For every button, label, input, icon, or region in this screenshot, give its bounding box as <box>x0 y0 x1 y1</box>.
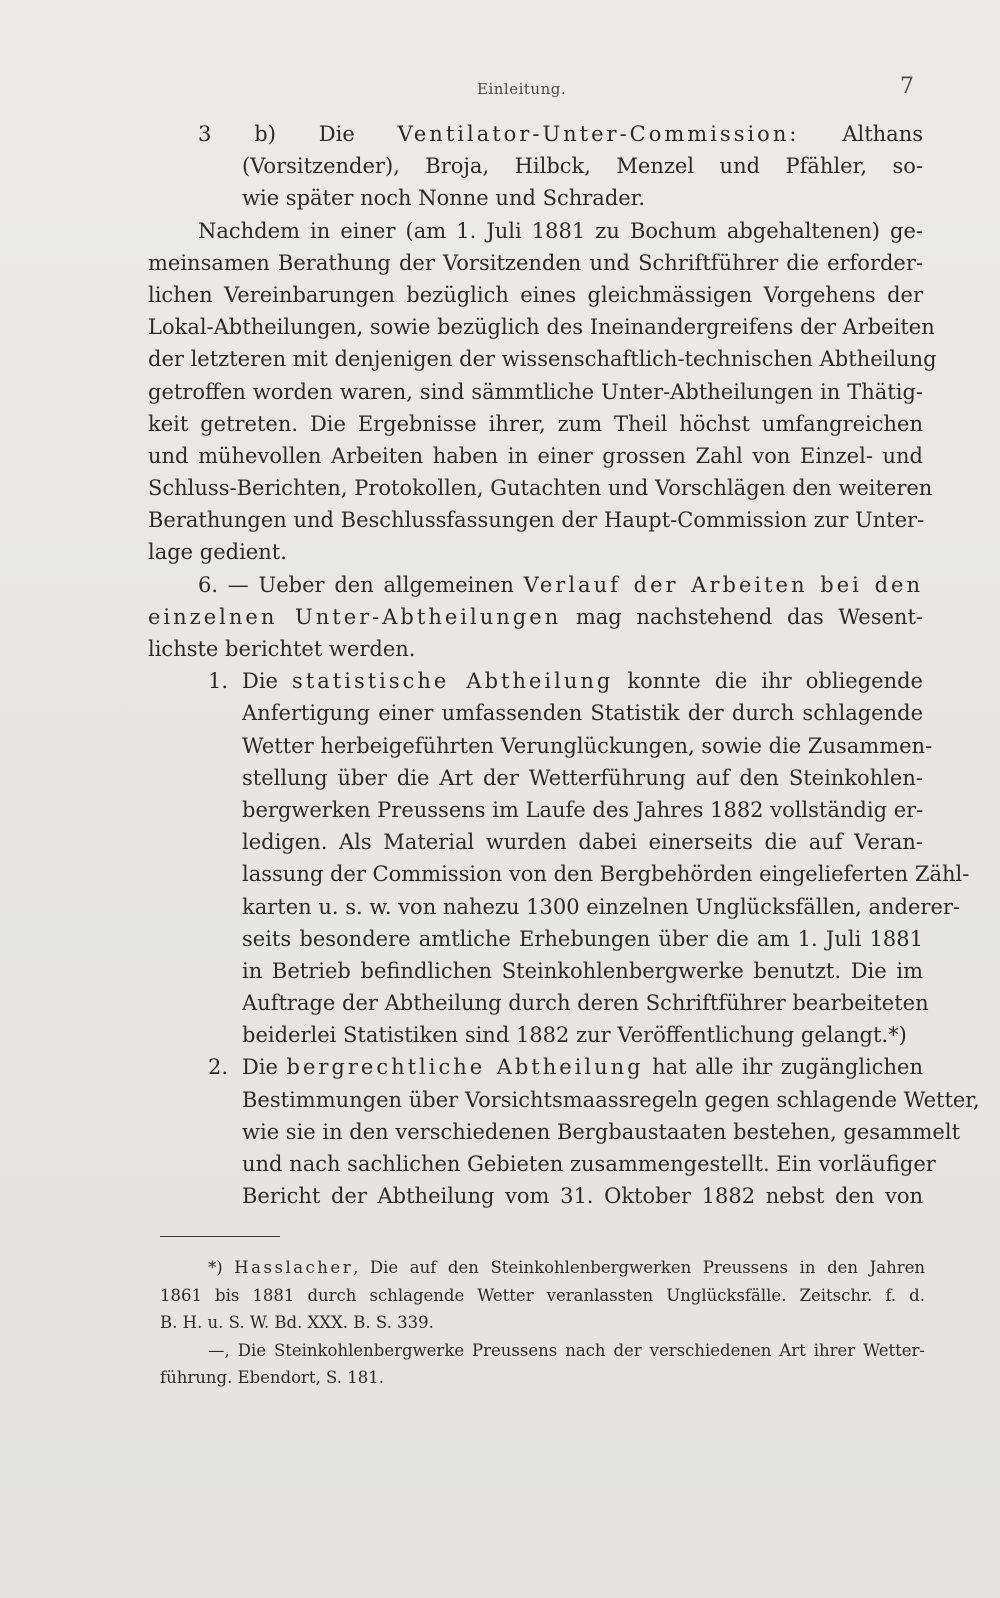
text-line: lassung der Commission von den Bergbehörden eingelieferten Zähl- <box>242 862 970 887</box>
running-head: Einleitung. <box>477 80 567 98</box>
text-line: karten u. s. w. von nahezu 1300 einzelnen Unglücksfällen, anderer- <box>242 894 961 919</box>
text-line: wie sie in den verschiedenen Bergbaustaaten bestehen, gesammelt <box>242 1119 961 1144</box>
text-line: (Vorsitzender), Broja, Hilbck, Menzel und Pfähler, so- <box>242 154 923 179</box>
section-heading-line: 6. — Ueber den allgemeinen Verlauf der Arbeiten bei den <box>198 572 924 597</box>
text-line: der letzteren mit denjenigen der wissenschaftlich-technischen Abtheilung <box>148 347 937 372</box>
text-line: einzelnen Unter-Abtheilungen mag nachstehend das Wesent- <box>148 604 923 629</box>
spaced-term: einzelnen Unter-Abtheilungen <box>148 604 562 629</box>
text-line: lage gedient. <box>148 540 287 565</box>
text-line: Schluss-Berichten, Protokollen, Gutachten und Vorschlägen den weiteren <box>148 476 933 501</box>
text-line: in Betrieb befindlichen Steinkohlenbergwerke benutzt. Die im <box>242 958 923 983</box>
text-line: 3 b) Die Ventilator-Unter-Commission: Althans <box>198 122 923 146</box>
list-number: 1. <box>208 669 229 694</box>
text-line: ledigen. Als Material wurden dabei einerseits die auf Veran- <box>242 830 923 855</box>
spaced-term: statistische Abtheilung <box>292 669 614 694</box>
list-number: 2. <box>208 1055 229 1080</box>
text-line: stellung über die Art der Wetterführung auf den Steinkohlen- <box>242 765 923 790</box>
footnote-line: führung. Ebendort, S. 181. <box>160 1368 384 1387</box>
text-line: bergwerken Preussens im Laufe des Jahres 1882 vollständig er- <box>242 797 924 822</box>
text-line: und nach sachlichen Gebieten zusammengestellt. Ein vorläufiger <box>242 1152 936 1176</box>
text-line: seits besondere amtliche Erhebungen über die am 1. Juli 1881 <box>242 926 923 951</box>
text-line: Berathungen und Beschlussfassungen der Haupt-Commission zur Unter- <box>148 508 925 533</box>
text-line: beiderlei Statistiken sind 1882 zur Veröffentlichung gelangt.*) <box>242 1023 907 1048</box>
list-item-line: 2. Die bergrechtliche Abtheilung hat alle ihr zugänglichen <box>148 1051 923 1083</box>
footnotes <box>160 1254 925 1392</box>
text-line: keit getreten. Die Ergebnisse ihrer, zum Theil höchst umfangreichen <box>148 411 923 436</box>
text-line: Wetter herbeigeführten Verunglückungen, sowie die Zusammen- <box>242 733 933 758</box>
footnote-line: —, Die Steinkohlenbergwerke Preussens nach der verschiedenen Art ihrer Wetter- <box>208 1340 925 1360</box>
text-line: wie später noch Nonne und Schrader. <box>242 186 646 211</box>
main-text <box>148 118 980 1212</box>
text-line: getroffen worden waren, sind sämmtliche Unter-Abtheilungen in Thätig- <box>148 379 923 404</box>
text-line: Bestimmungen über Vorsichtsmaassregeln gegen schlagende Wetter, <box>242 1087 980 1112</box>
text-line: Bericht der Abtheilung vom 31. Oktober 1882 nebst den von <box>242 1184 923 1209</box>
footnote-rule <box>160 1236 280 1237</box>
spaced-term: Ventilator-Unter-Commission: <box>397 122 800 146</box>
text-line: Nachdem in einer (am 1. Juli 1881 zu Bochum abgehaltenen) ge- <box>198 218 923 243</box>
text-line: und mühevollen Arbeiten haben in einer grossen Zahl von Einzel- und <box>148 443 923 468</box>
text-line: lichste berichtet werden. <box>148 637 416 661</box>
text-line: meinsamen Berathung der Vorsitzenden und Schriftführer die erforder- <box>148 250 923 275</box>
text-line: Lokal-Abtheilungen, sowie bezüglich des Ineinandergreifens der Arbeiten <box>148 315 935 340</box>
spaced-term: bergrechtliche Abtheilung <box>286 1055 644 1080</box>
footnote-line: *) Hasslacher, Die auf den Steinkohlenbergwerken Preussens in den Jahren <box>208 1258 925 1277</box>
footnote-line: 1861 bis 1881 durch schlagende Wetter veranlassten Unglücksfälle. Zeitschr. f. d. <box>160 1285 925 1305</box>
page-header <box>0 74 1000 104</box>
spaced-author: Hasslacher <box>234 1258 354 1277</box>
text-line: Auftrage der Abtheilung durch deren Schriftführer bearbeiteten <box>242 991 929 1016</box>
text-line: lichen Vereinbarungen bezüglich eines gleichmässigen Vorgehens der <box>148 282 923 307</box>
text-line: Anfertigung einer umfassenden Statistik der durch schlagende <box>242 701 923 726</box>
footnote-line: B. H. u. S. W. Bd. XXX. B. S. 339. <box>160 1313 434 1332</box>
page-number: 7 <box>900 74 914 99</box>
list-item-line: 1. Die statistische Abtheilung konnte die ihr obliegende <box>148 665 923 697</box>
spaced-term: Verlauf der Arbeiten bei den <box>523 572 924 597</box>
